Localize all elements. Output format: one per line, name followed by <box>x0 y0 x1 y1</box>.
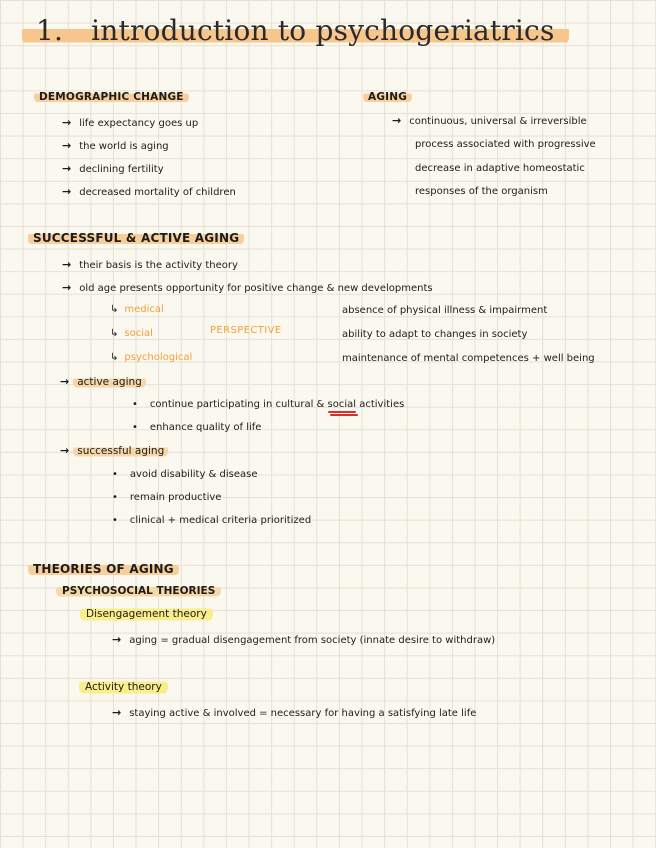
successful-bullet: • avoid disability & disease <box>112 469 258 480</box>
arrow-icon: → <box>60 444 70 457</box>
aging-line: responses of the organism <box>415 186 548 197</box>
aging-line: process associated with progressive <box>415 139 596 150</box>
perspective-label: PERSPECTIVE <box>210 325 282 336</box>
underlined-word: social <box>327 399 357 410</box>
demographic-heading: DEMOGRAPHIC CHANGE <box>34 91 189 103</box>
title-text: introduction to psychogeriatrics <box>91 14 555 47</box>
successful-heading: SUCCESSFUL & ACTIVE AGING <box>28 231 244 245</box>
aging-line: decrease in adaptive homeostatic <box>415 163 585 174</box>
active-bullet: • continue participating in cultural & social activities <box>132 399 405 410</box>
bullet-icon: • <box>112 469 118 480</box>
active-aging: → active aging <box>60 375 146 388</box>
demographic-item: → the world is aging <box>62 139 169 152</box>
bullet-icon: • <box>112 515 118 526</box>
demographic-item: → declining fertility <box>62 162 164 175</box>
successful-bullet: • remain productive <box>112 492 222 503</box>
arrow-icon: → <box>62 185 72 198</box>
bullet-icon: • <box>132 399 138 410</box>
perspective-desc: maintenance of mental competences + well being <box>342 353 595 364</box>
arrow-icon: → <box>62 281 72 294</box>
successful-item: → their basis is the activity theory <box>62 258 238 271</box>
aging-heading: AGING <box>363 91 412 103</box>
bullet-icon: • <box>112 492 118 503</box>
perspective-desc: ability to adapt to changes in society <box>342 329 528 340</box>
disengagement-text: → aging = gradual disengagement from society (innate desire to withdraw) <box>112 633 496 646</box>
perspective-social: ↳ social <box>110 328 153 339</box>
disengagement-label: Disengagement theory <box>80 607 213 621</box>
page-title <box>22 14 569 47</box>
hook-arrow-icon: ↳ <box>110 328 119 339</box>
arrow-icon: → <box>112 706 122 719</box>
active-bullet: • enhance quality of life <box>132 422 262 433</box>
title-number: 1. <box>36 14 64 47</box>
hook-arrow-icon: ↳ <box>110 352 119 363</box>
perspective-psychological: ↳ psychological <box>110 352 193 363</box>
arrow-icon: → <box>60 375 70 388</box>
activity-text: → staying active & involved = necessary for having a satisfying late life <box>112 706 477 719</box>
arrow-icon: → <box>62 116 72 129</box>
demographic-item: → life expectancy goes up <box>62 116 199 129</box>
bullet-icon: • <box>132 422 138 433</box>
psychosocial-heading: PSYCHOSOCIAL THEORIES <box>56 585 221 597</box>
arrow-icon: → <box>112 633 122 646</box>
successful-aging: → successful aging <box>60 444 168 457</box>
aging-line: → continuous, universal & irreversible <box>392 114 587 127</box>
perspective-desc: absence of physical illness & impairment <box>342 305 548 316</box>
successful-bullet: • clinical + medical criteria prioritized <box>112 515 312 526</box>
arrow-icon: → <box>62 258 72 271</box>
arrow-icon: → <box>62 162 72 175</box>
activity-label: Activity theory <box>79 680 168 694</box>
hook-arrow-icon: ↳ <box>110 304 119 315</box>
theories-heading: THEORIES OF AGING <box>28 562 179 576</box>
arrow-icon: → <box>62 139 72 152</box>
demographic-item: → decreased mortality of children <box>62 185 236 198</box>
arrow-icon: → <box>392 114 402 127</box>
perspective-medical: ↳ medical <box>110 304 164 315</box>
successful-item: → old age presents opportunity for positive change & new developments <box>62 281 433 294</box>
